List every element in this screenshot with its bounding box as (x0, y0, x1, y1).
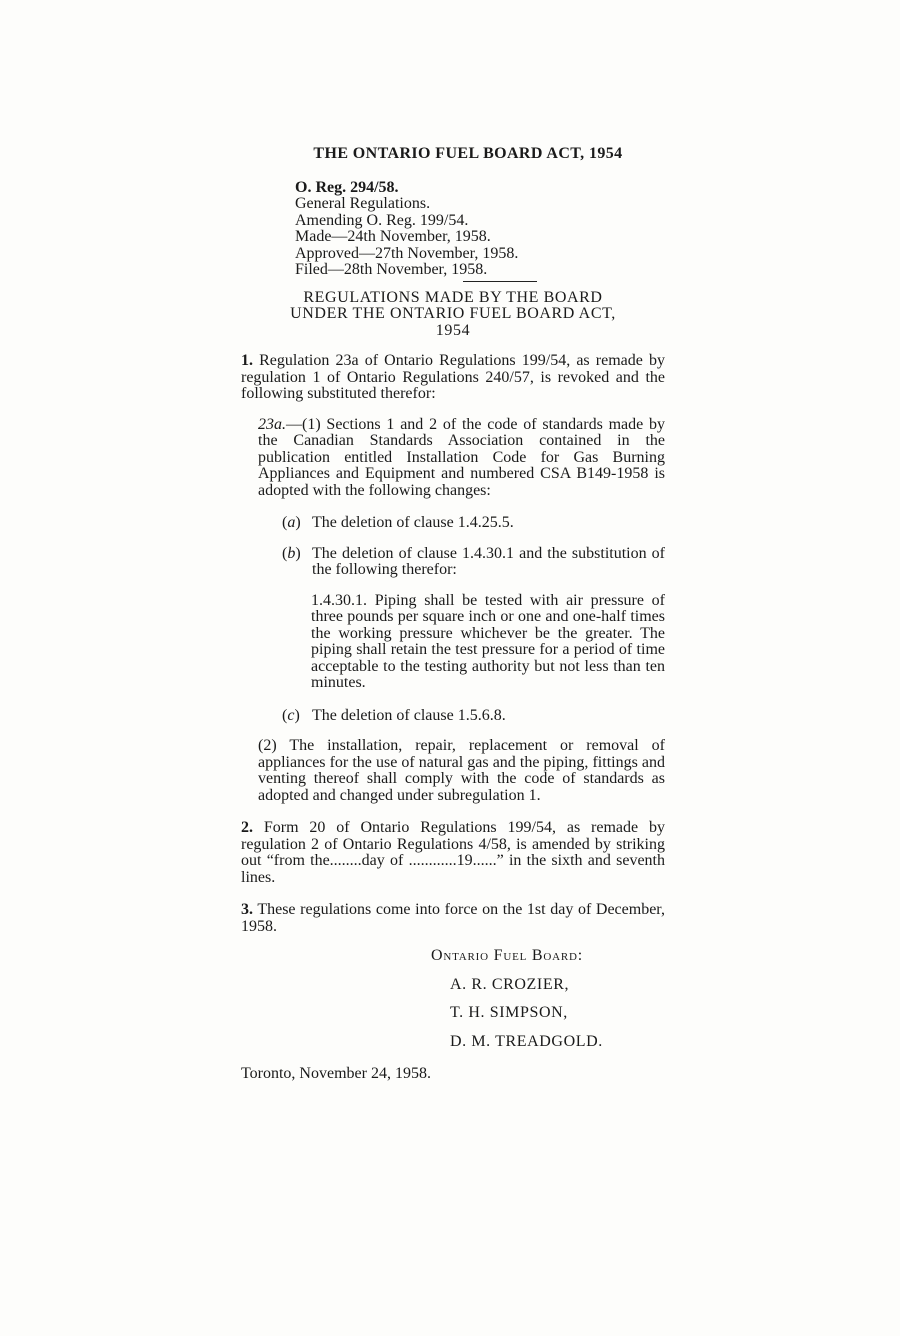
clause-text: The deletion of clause 1.4.25.5. (312, 514, 514, 531)
section-text: These regulations come into force on the 1st day of December, 1958. (241, 901, 665, 935)
signatory-name: A. R. CROZIER, (450, 975, 570, 993)
regulation-number: O. Reg. 294/58. (295, 178, 399, 196)
clause-label: (b) (282, 544, 301, 562)
regulation-line: General Regulations. (295, 195, 431, 212)
signatory-name: T. H. SIMPSON, (450, 1004, 568, 1021)
regulation-line: Made—24th November, 1958. (295, 228, 491, 245)
section-number: 2. (241, 819, 253, 836)
divider (463, 281, 537, 282)
subsection-2: (2) The installation, repair, replacement or removal of appliances for the use of natural gas and the piping, fittings and venting thereof shall comply with the code of standards as adopted and changed under subregulation 1. (258, 737, 665, 804)
clause-a (282, 515, 665, 532)
clause-b (282, 546, 665, 579)
clause-c (282, 708, 665, 725)
signatory-name: D. M. TREADGOLD. (450, 1032, 603, 1050)
heading-line: REGULATIONS MADE BY THE BOARD (303, 288, 603, 306)
section-number: 3. (241, 901, 253, 918)
clause-label: (a) (282, 514, 301, 531)
section-text: Regulation 23a of Ontario Regulations 199/54, as remade by regulation 1 of Ontario Regulations 240/57, is revoked and the following substituted therefor: (241, 352, 665, 402)
regulation-line: Amending O. Reg. 199/54. (295, 211, 469, 229)
section-number: 1. (241, 352, 253, 369)
subsection-23a (258, 417, 665, 500)
regulations-heading (241, 290, 665, 340)
clause-text: The deletion of clause 1.5.6.8. (312, 706, 506, 724)
clause-text: The deletion of clause 1.4.30.1 and the substitution of the following therefor: (312, 544, 665, 578)
heading-line: 1954 (435, 321, 471, 339)
section-1 (241, 353, 665, 403)
regulation-line: Filed—28th November, 1958. (295, 261, 488, 278)
act-title: THE ONTARIO FUEL BOARD ACT, 1954 (313, 145, 623, 162)
signature-board: Ontario Fuel Board: (431, 947, 583, 964)
place-date: Toronto, November 24, 1958. (241, 1065, 431, 1082)
section-text: Form 20 of Ontario Regulations 199/54, as remade by regulation 2 of Ontario Regulations 4/58, is amended by striking out “from the........day of ............19......” in the sixth and seventh lines. (241, 819, 665, 886)
substituted-clause: 1.4.30.1. Piping shall be tested with air pressure of three pounds per square inch or one and one-half times the working pressure whichever be the greater. The piping shall retain the test pressure for a period of time acceptable to the testing authority but not less than ten minutes. (311, 591, 665, 691)
heading-line: UNDER THE ONTARIO FUEL BOARD ACT, (290, 305, 616, 322)
regulation-line: Approved—27th November, 1958. (295, 244, 519, 262)
subsection-label: 23a. (258, 415, 286, 433)
document-page (241, 146, 665, 1083)
subsection-text: —(1) Sections 1 and 2 of the code of standards made by the Canadian Standards Association contained in the publication entitled Installation Code for Gas Burning Appliances and Equipment and numbered CSA B149-1958 is adopted with the following changes: (258, 415, 665, 499)
section-3 (241, 902, 665, 935)
clause-label: (c) (282, 706, 300, 724)
regulation-info (295, 180, 665, 279)
section-2 (241, 820, 665, 886)
